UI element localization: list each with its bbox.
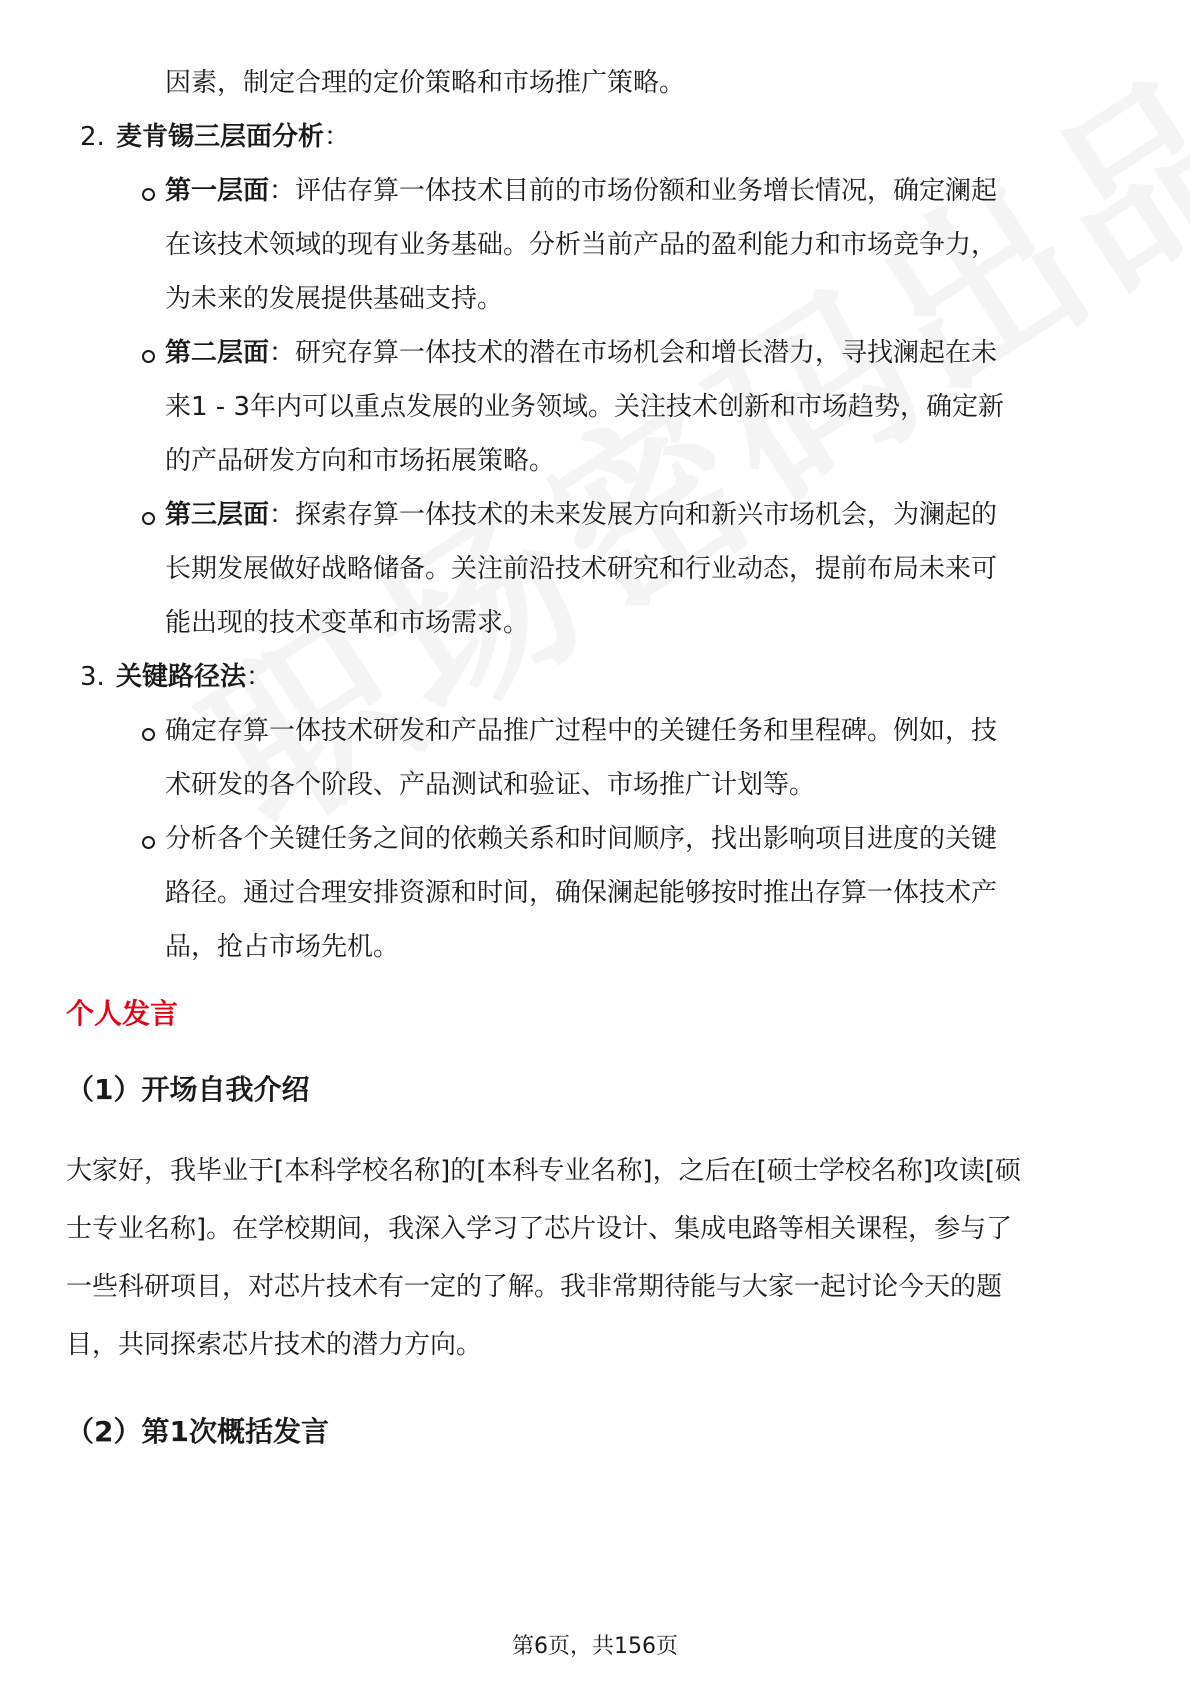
list-item-text: ：探索存算一体技术的未来发展方向和新兴市场机会，为澜起的 <box>269 500 998 530</box>
list-item <box>165 498 997 532</box>
bullet-icon <box>142 512 155 525</box>
list-item-text: ：评估存算一体技术目前的市场份额和业务增长情况，确定澜起 <box>269 176 998 206</box>
list-number-3: 3. <box>80 662 105 692</box>
list-item-text: 来1 - 3年内可以重点发展的业务领域。关注技术创新和市场趋势，确定新 <box>165 392 1004 422</box>
subsection-title: （1）开场自我介绍 <box>66 1073 310 1106</box>
page-footer: 第6页，共156页 <box>512 1634 678 1659</box>
list-item <box>165 336 997 370</box>
list-title-text: 麦肯锡三层面分析 <box>116 122 325 152</box>
list-title-2 <box>116 120 350 154</box>
intro-line: 因素，制定合理的定价策略和市场推广策略。 <box>165 68 686 98</box>
list-item-text: 的产品研发方向和市场拓展策略。 <box>165 446 556 476</box>
subsection-title: （2）第1次概括发言 <box>66 1415 329 1448</box>
list-item-text: 长期发展做好战略储备。关注前沿技术研究和行业动态，提前布局未来可 <box>165 554 998 584</box>
list-item <box>165 174 997 208</box>
list-item-text: 能出现的技术变革和市场需求。 <box>165 608 530 638</box>
list-title-colon: ： <box>246 662 273 692</box>
list-item-text: 术研发的各个阶段、产品测试和验证、市场推广计划等。 <box>165 770 816 800</box>
bullet-icon <box>142 350 155 363</box>
list-item-text: 分析各个关键任务之间的依赖关系和时间顺序，找出影响项目进度的关键 <box>165 824 998 854</box>
layer-label: 第一层面 <box>165 176 270 206</box>
list-item-text: 确定存算一体技术研发和产品推广过程中的关键任务和里程碑。例如，技 <box>165 716 998 746</box>
list-number-2: 2. <box>80 122 105 152</box>
paragraph-line: 大家好，我毕业于[本科学校名称]的[本科专业名称]，之后在[硕士学校名称]攻读[硕 <box>66 1156 1022 1186</box>
list-item-text: 路径。通过合理安排资源和时间，确保澜起能够按时推出存算一体技术产 <box>165 878 998 908</box>
bullet-icon <box>142 188 155 201</box>
bullet-icon <box>142 836 155 849</box>
bullet-icon <box>142 728 155 741</box>
layer-label: 第三层面 <box>165 500 270 530</box>
list-item-text: 为未来的发展提供基础支持。 <box>165 284 504 314</box>
layer-label: 第二层面 <box>165 338 270 368</box>
paragraph-line: 目，共同探索芯片技术的潜力方向。 <box>66 1330 483 1360</box>
paragraph-line: 一些科研项目，对芯片技术有一定的了解。我非常期待能与大家一起讨论今天的题 <box>66 1272 1003 1302</box>
paragraph-line: 士专业名称]。在学校期间，我深入学习了芯片设计、集成电路等相关课程，参与了 <box>66 1214 1013 1244</box>
list-item-text: 在该技术领域的现有业务基础。分析当前产品的盈利能力和市场竞争力， <box>165 230 998 260</box>
section-title: 个人发言 <box>66 997 179 1030</box>
list-title-3 <box>116 660 272 694</box>
list-title-colon: ： <box>324 122 351 152</box>
list-item-text: ：研究存算一体技术的潜在市场机会和增长潜力，寻找澜起在未 <box>269 338 998 368</box>
list-title-text: 关键路径法 <box>116 662 247 692</box>
list-item-text: 品，抢占市场先机。 <box>165 932 400 962</box>
